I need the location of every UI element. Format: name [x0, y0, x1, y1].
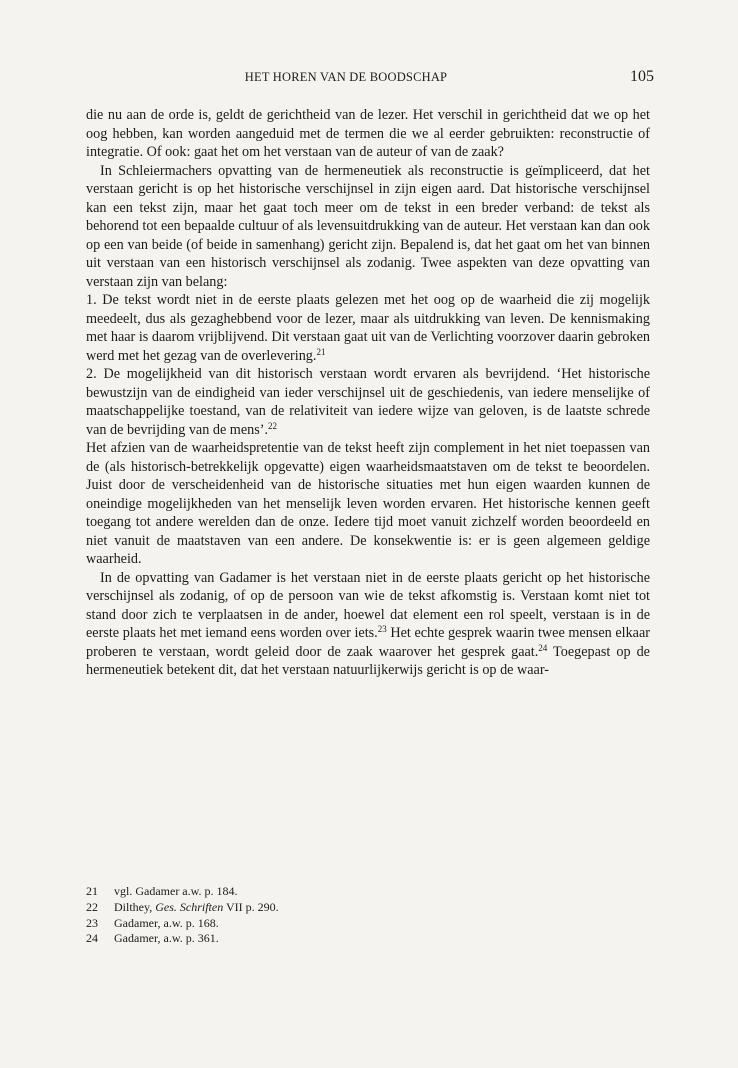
text-run: Gadamer, a.w. p. 168. [114, 915, 219, 930]
text-run: die nu aan de orde is, geldt de gerichtheid van de lezer. Het verschil in gerichtheid dat we op het oog hebben, kan worden aangeduid met de termen die we al eerder gebruikten: reconstructie of integratie. Of ook: gaat het om het verstaan van de auteur of van de zaak? [86, 107, 650, 160]
footnotes [86, 884, 486, 947]
footnote-number: 22 [86, 899, 98, 914]
footnote [86, 900, 486, 916]
footnote-text [114, 900, 279, 916]
paragraph [86, 291, 650, 365]
text-run: In Schleiermachers opvatting van de hermeneutiek als reconstructie is geïmpliceerd, dat het verstaan gericht is op het historische verschijnsel in zijn eigen aard. Dat historische verschijnsel kan een tekst zijn, maar het gaat toch meer om de tekst in een breder verband: de tekst als behorend tot een bepaalde cultuur of als levensuitdrukking van de auteur. Het verstaan kan dan ook op een van beide (of beide in samenhang) gericht zijn. Bepalend is, dat het gaat om het van binnen uit verstaan van een historisch verschijnsel als zodanig. Twee aspekten van deze opvatting van verstaan zijn van belang: [86, 162, 650, 290]
paragraph [86, 439, 650, 569]
paragraph [86, 162, 650, 292]
footnote-number: 21 [86, 884, 98, 898]
footnote-number: 24 [86, 931, 98, 946]
footnote-number: 23 [86, 915, 98, 930]
text-run: In de opvatting van Gadamer is het verstaan niet in de eerste plaats gericht op het historische verschijnsel als zodanig, of op de persoon van wie de tekst afkomstig is. Verstaan komt niet tot stand door zich te verplaatsen in de ander, hoewel dat element een rol speelt, verstaan is in de eerste plaats het met iemand eens worden over iets. [86, 569, 650, 641]
footnote-ref: 21 [316, 346, 326, 357]
text-run: 1. De tekst wordt niet in de eerste plaats gelezen met het oog op de waarheid die zij mogelijk meedeelt, dus als gezaghebbend voor de lezer, maar als uitdrukking van leven. De kennismaking met haar is daarom vrijblijvend. Dit verstaan gaat uit van de Verlichting voorzover daarin gebroken werd met het gezag van de overlevering. [86, 292, 650, 364]
running-head: HET HOREN VAN DE BOODSCHAP [244, 70, 448, 84]
text-run: 2. De mogelijkheid van dit historisch verstaan wordt ervaren als bevrijdend. ‘Het historische bewustzijn van de eindigheid van ieder verschijnsel uit de geschiedenis, van iedere menselijke of maatschappelijke toestand, van de relativiteit van iedere wijze van geloven, is de laatste schrede van de bevrijding van de mens’. [86, 366, 650, 438]
footnote-text [114, 884, 238, 900]
text-run: VII p. 290. [223, 899, 279, 914]
text-run: Het afzien van de waarheidspretentie van de tekst heeft zijn complement in het niet toepassen van de (als historisch-betrekkelijk opgevatte) eigen waarheidsmaatstaven om de tekst te beoordelen. Juist door de verscheidenheid van de historische situaties met hun eigen waarden kunnen de oneindige mogelijkheden van het menselijk leven worden ervaren. Het historische kennen geeft toegang tot andere werelden dan de onze. Iedere tijd moet vanuit zichzelf worden beoordeeld en niet vanuit de maatstaven van een andere. De konsekwentie is: er is geen algemeen geldige waarheid. [86, 440, 650, 567]
footnote [86, 931, 486, 947]
footnote [86, 916, 486, 932]
paragraph [86, 569, 650, 680]
paragraph [86, 106, 650, 162]
footnote-text [114, 916, 219, 932]
body-text [86, 106, 650, 680]
footnote [86, 884, 486, 900]
text-run: Gadamer, a.w. p. 361. [114, 931, 219, 946]
paragraph [86, 365, 650, 439]
text-run: Het echte gesprek waarin twee mensen elkaar proberen te verstaan, wordt geleid door de zaak waarover het gesprek gaat. [86, 625, 650, 660]
footnote-ref: 23 [377, 624, 387, 634]
text-run: Dilthey, [114, 899, 156, 914]
footnote-text [114, 931, 219, 947]
footnote-ref: 24 [538, 642, 548, 653]
italic-title: Ges. Schriften [155, 899, 224, 914]
text-run: Toegepast op de hermeneutiek betekent dit, dat het verstaan natuurlijkerwijs gericht is op de waar- [86, 643, 650, 678]
footnote-ref: 22 [268, 420, 278, 431]
text-run: vgl. Gadamer a.w. p. 184. [114, 884, 238, 898]
page-number: 105 [630, 68, 654, 85]
